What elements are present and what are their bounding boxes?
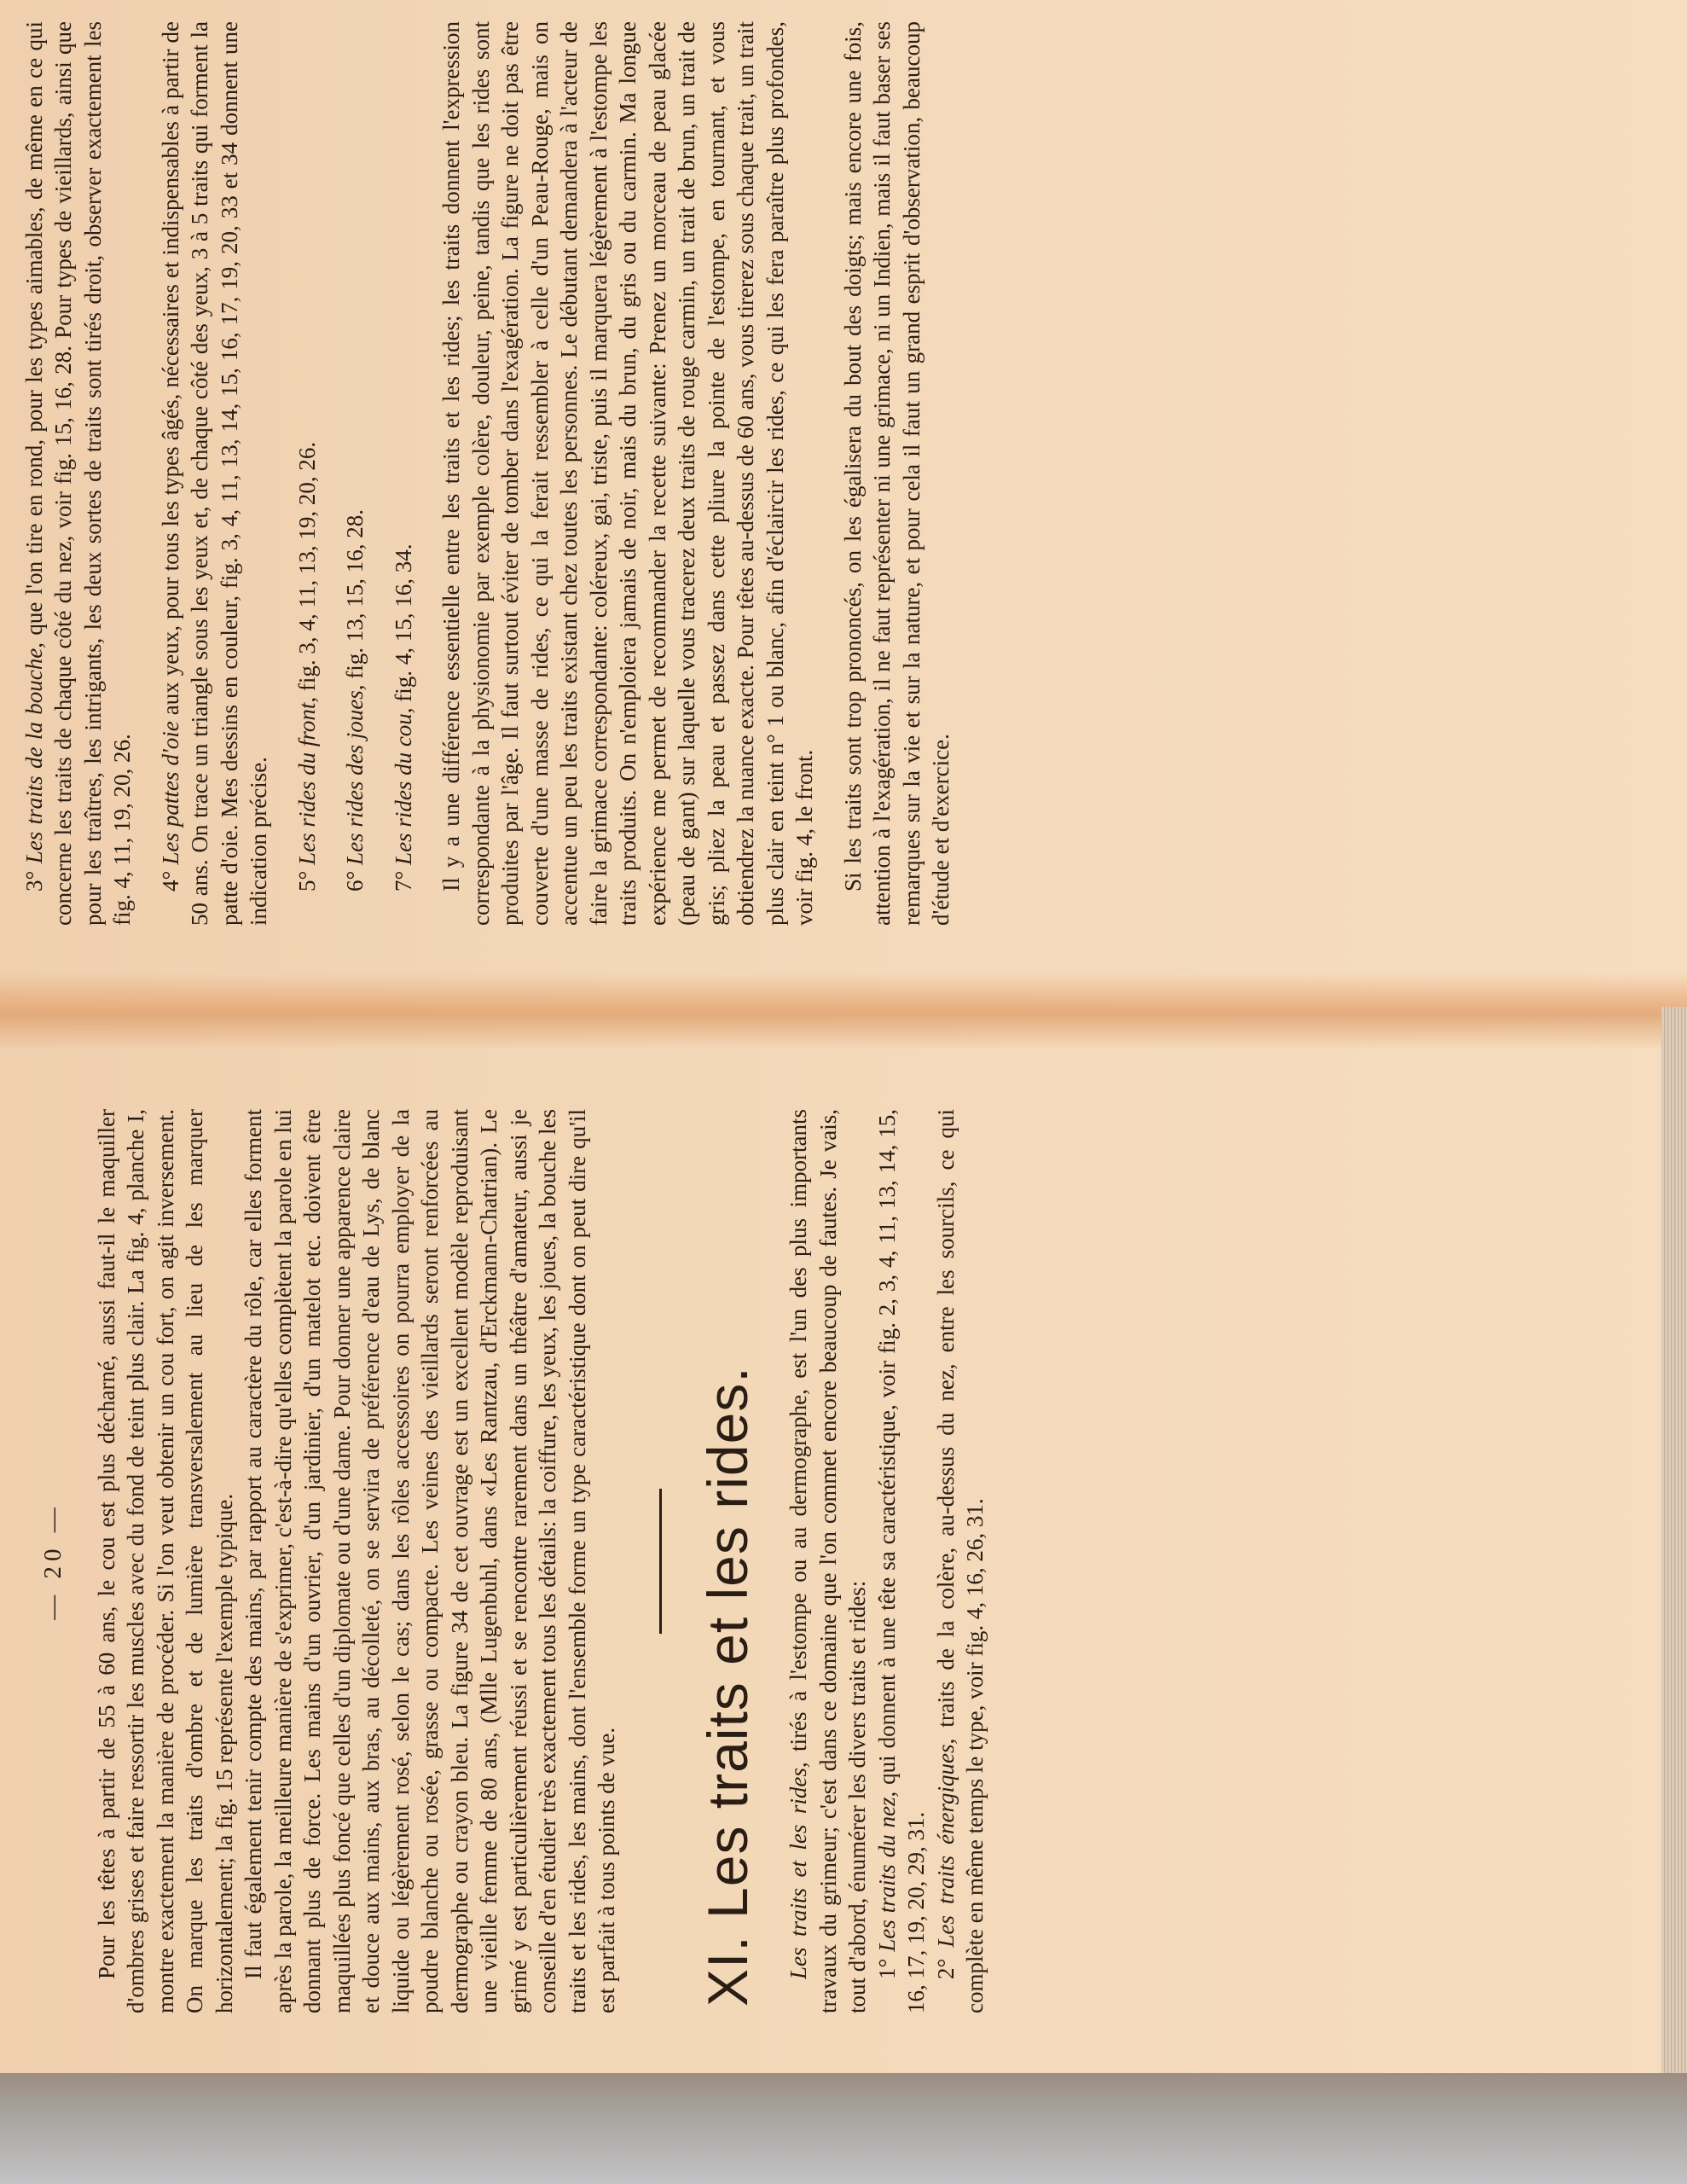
page-edges [1661,1007,1687,2073]
item-number: 3° [20,870,47,892]
item-text: fig. 3, 4, 11, 13, 19, 20, 26. [293,441,320,692]
item-term: Les rides des joues, [342,684,368,865]
item-term: Les traits du nez, [873,1791,900,1952]
item-text: traits de la colère, au-dessus du nez, entre les sourcils, ce qui complète en même temps le type, voir fig. 4, 16, 26, 31. [932,1108,988,2013]
scan-background [0,2073,1687,2184]
item-term: Les traits de la bouche, [20,642,47,864]
item-text: qui donnent à une tête sa caractéristique, voir fig. 2, 3, 4, 11, 13, 14, 15, 16, 17, 19, 20, 29, 31. [873,1109,929,2013]
body-paragraph: Il y a une différence essentielle entre les traits et les rides; les traits donnent l'expression correspondante à la physionomie par exemple colère, douleur, peine, tandis que les rides sont produites par l'âge. Il faut surtout éviter de tomber dans l'exagération. La figure ne doit pas être couverte d'une masse de rides, ce qui la ferait ressembler à celle d'un Peau-Rouge, mais on accentue un peu les traits existant chez toutes les personnes. Le débutant demandera à l'acteur de faire la grimace correspondante: coléreux, gai, triste, puis il marquera légèrement à l'estompe les traits produits. On n'emploiera jamais de noir, mais du brun, du gris ou du carmin. Ma longue expérience me permet de recommander la recette suivante: Prenez un morceau de peau glacée (peau de gant) sur laquelle vous tracerez deux traits de rouge carmin, un trait de brun, un trait de gris; pliez la peau et passez dans cette pliure la pointe de l'estompe, en tournant, et vous obtiendrez la nuance exacte. Pour têtes au-dessus de 60 ans, vous tirerez sous chaque trait, un trait plus clair en teint n° 1 ou blanc, afin d'éclaircir les rides, ce qui les fera paraître plus profondes, voir fig. 4, le front. [438,21,817,926]
item-term: Les rides du front, [293,696,320,865]
page-20 [38,1109,1437,2013]
list-item [872,1109,931,2013]
item-term: Les rides du cou, [390,707,416,865]
item-text: que l'on tire en rond, pour les types aimables, de même en ce qui concerne les traits de chaque côté du nez, voir fig. 15, 16, 28. Pour types de vieillards, ainsi que pour les traîtres, les intrigants, les deux sortes de traits sont tirés droit, observer exactement les fig. 4, 11, 19, 20, 26. [20,20,135,926]
item-number: 1° [873,1958,900,1979]
list-item [156,21,274,926]
body-paragraph: Pour les têtes à partir de 55 à 60 ans, le cou est plus décharné, aussi faut-il le maquiller d'ombres grises et faire ressortir les muscles avec du fond de teint plus clair. La fig. 4, planche I, montre exactement la manière de procéder. Si l'on veut obtenir un cou fort, on agit inversement. On marque les traits d'ombre et de lumière transversalement au lieu de les marquer horizontalement; la fig. 15 représente l'exemple typique. [93,1109,237,2013]
intro-paragraph [784,1109,872,2013]
item-number: 4° [157,870,183,892]
list-item [293,21,322,926]
item-term: Les traits énergiques, [932,1738,959,1948]
page-number: — 20 — [39,1502,67,1620]
page-21 [0,21,1365,926]
divider-rule [659,1489,662,1634]
item-number: 6° [342,870,368,892]
list-item [389,21,419,926]
item-term: Les pattes d'oie [157,721,183,865]
list-item [931,1109,990,2013]
item-text: fig. 4, 15, 16, 34. [390,543,416,702]
body-paragraph: Il faut également tenir compte des mains, par rapport au caractère du rôle, car elles forment après la parole, la meilleure manière de s'exprimer, c'est-à-dire qu'elles complètent la parole en lui donnant plus de force. Les mains d'un ouvrier, d'un jardinier, d'un matelot etc. doivent être maquillées plus foncé que celles d'un diplomate ou d'une dame. Pour donner une apparence claire et douce aux mains, aux bras, au décolleté, on se servira de préférence d'eau de Lys, de blanc liquide ou légèrement rosé, selon le cas; dans les rôles accessoires on pourra employer de la poudre blanche ou rosée, grasse ou compacte. Les veines des vieillards seront renforcées au dermographe ou crayon bleu. La figure 34 de cet ouvrage est un excellent modèle reproduisant une vieille femme de 80 ans, (Mlle Lugenbuhl, dans «Les Rantzau, d'Erckmann-Chatrian). Le grimé y est particulièrement réussi et se rencontre rarement dans un théâtre d'amateur, aussi je conseille d'en étudier très exactement tous les détails: la coiffure, les yeux, les joues, la bouche les traits et les rides, les mains, dont l'ensemble forme un type caractéristique dont on peut dire qu'il est parfait à tous points de vue. [241,1109,619,2013]
section-title: XI. Les traits et les rides. [696,1366,759,2007]
item-text: fig. 13, 15, 16, 28. [342,508,368,679]
item-text: aux yeux, pour tous les types âgés, nécessaires et indispensables à partir de 50 ans. On trace un triangle sous les yeux et, de chaque côté des yeux, 3 à 5 traits qui forment la patte d'oie. Mes dessins en couleur, fig. 3, 4, 11, 13, 14, 15, 16, 17, 19, 20, 33 et 34 donnent une indication précise. [157,20,271,926]
book-gutter [0,973,1687,1049]
item-number: 5° [293,870,320,892]
item-number: 2° [932,1958,959,1979]
intro-term: Les traits et les rides, [786,1762,811,1979]
item-number: 7° [390,870,416,892]
list-item [20,21,137,926]
list-item [340,21,370,926]
body-paragraph: Si les traits sont trop prononcés, on les égalisera du bout des doigts; mais encore une fois, attention à l'exagération, il ne faut représenter ni une grimace, ni un Indien, mais il faut baser ses remarques sur la vie et sur la nature, et pour cela il faut un grand esprit d'observation, beaucoup d'étude et d'exercice. [839,21,954,926]
intro-text: tirés à l'estompe ou au dermographe, est l'un des plus importants travaux du grimeur; c'est dans ce domaine que l'on commet encore beaucoup de fautes. Je vais, tout d'abord, énumérer les divers traits et rides: [786,1109,870,2013]
section-divider [644,1109,674,2013]
